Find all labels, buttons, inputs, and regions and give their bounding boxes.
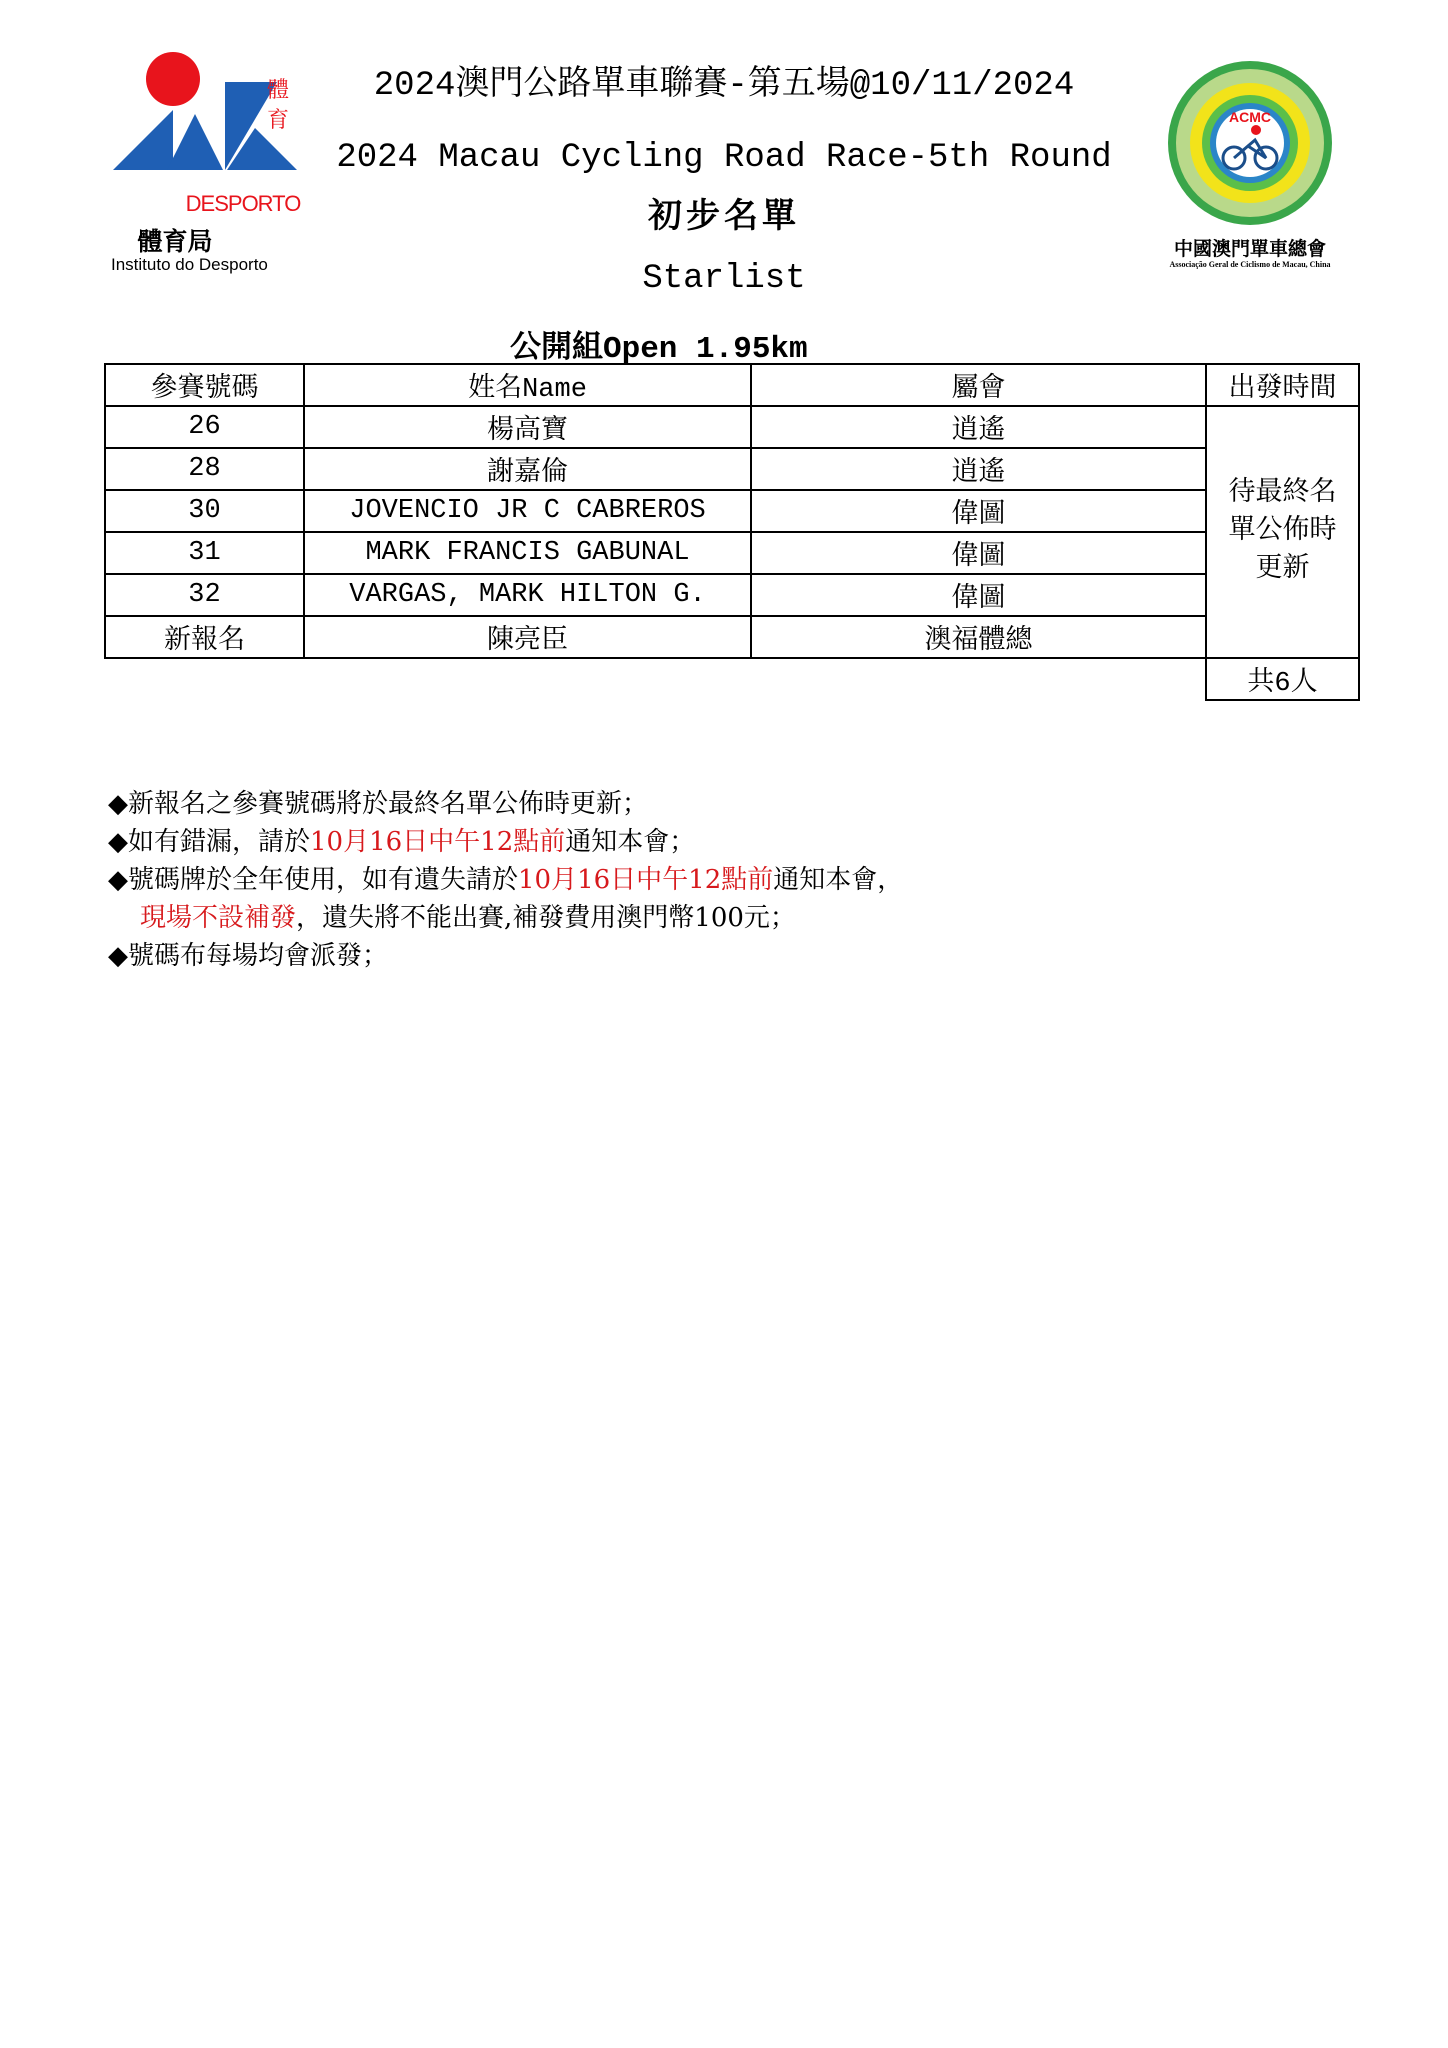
rider-number: 32 <box>105 574 304 616</box>
logo-name-pt: Instituto do Desporto <box>111 255 268 274</box>
rider-number: 26 <box>105 406 304 448</box>
start-time-line: 單公佈時 <box>1228 517 1337 547</box>
note-line: ◆新報名之參賽號碼將於最終名單公佈時更新； <box>108 789 648 819</box>
note-line <box>108 823 1258 861</box>
rider-number: 30 <box>105 490 304 532</box>
rider-number: 31 <box>105 532 304 574</box>
rider-club: 逍遙 <box>751 448 1206 490</box>
rider-name: MARK FRANCIS GABUNAL <box>304 532 751 574</box>
acmc-logo <box>1155 58 1345 278</box>
header-club: 屬會 <box>751 364 1206 406</box>
rider-club: 逍遙 <box>751 406 1206 448</box>
rider-number: 28 <box>105 448 304 490</box>
rider-club: 澳福體總 <box>751 616 1206 658</box>
logo-name-zh: 體育局 <box>137 227 213 256</box>
rider-name: 陳亮臣 <box>304 616 751 658</box>
logo-side-char-2: 育 <box>267 108 290 133</box>
note-text: 通知本會， <box>773 865 904 895</box>
notes-section <box>108 785 1258 975</box>
rider-club: 偉圖 <box>751 532 1206 574</box>
title-zh: 2024澳門公路單車聯賽-第五場@10/11/2024 <box>373 67 1075 105</box>
title-en: 2024 Macau Cycling Road Race-5th Round <box>336 139 1112 177</box>
start-time-line: 更新 <box>1255 555 1310 585</box>
total-count: 共6人 <box>1206 658 1359 700</box>
table-header-row <box>105 364 1359 406</box>
note-text: 通知本會； <box>565 827 696 857</box>
note-line: ◆號碼布每場均會派發； <box>108 941 388 971</box>
rider-club: 偉圖 <box>751 574 1206 616</box>
logo-brand: DESPORTO <box>185 191 301 216</box>
note-line <box>108 899 1258 937</box>
rider-number: 新報名 <box>105 616 304 658</box>
note-line <box>108 861 1258 899</box>
note-warning: 現場不設補發 <box>140 903 297 933</box>
rider-club: 偉圖 <box>751 490 1206 532</box>
header-name: 姓名Name <box>304 364 751 406</box>
note-text: ，遺失將不能出賽,補發費用澳門幣100元； <box>296 903 796 933</box>
acmc-name-pt: Associação Geral de Ciclismo de Macau, China <box>1169 260 1331 269</box>
subtitle-zh: 初步名單 <box>648 200 800 238</box>
table-row <box>105 616 1359 658</box>
note-text: ◆如有錯漏，請於 <box>108 827 310 857</box>
table-row <box>105 406 1359 448</box>
rider-name: 楊高寶 <box>304 406 751 448</box>
note-text: ◆號碼牌於全年使用，如有遺失請於 <box>108 865 518 895</box>
header-number: 參賽號碼 <box>105 364 304 406</box>
start-time-cell <box>1206 406 1359 658</box>
category-title: 公開組Open 1.95km <box>510 332 808 367</box>
rider-name: VARGAS, MARK HILTON G. <box>304 574 751 616</box>
logo-side-char-1: 體 <box>267 78 290 103</box>
start-time-line: 待最終名 <box>1228 479 1337 509</box>
rider-name: 謝嘉倫 <box>304 448 751 490</box>
subtitle-en: Starlist <box>642 260 806 298</box>
table-row <box>105 574 1359 616</box>
note-deadline: 10月16日中午12點前 <box>518 865 774 895</box>
table-row <box>105 532 1359 574</box>
table-total-row <box>105 658 1359 700</box>
table-row <box>105 490 1359 532</box>
acmc-badge-text: ACMC <box>1229 109 1271 125</box>
note-deadline: 10月16日中午12點前 <box>310 827 566 857</box>
header-start-time: 出發時間 <box>1206 364 1359 406</box>
startlist-table <box>104 363 1360 701</box>
rider-name: JOVENCIO JR C CABREROS <box>304 490 751 532</box>
table-row <box>105 448 1359 490</box>
acmc-name-zh: 中國澳門單車總會 <box>1173 238 1326 260</box>
acmc-badge-icon <box>1155 58 1345 228</box>
